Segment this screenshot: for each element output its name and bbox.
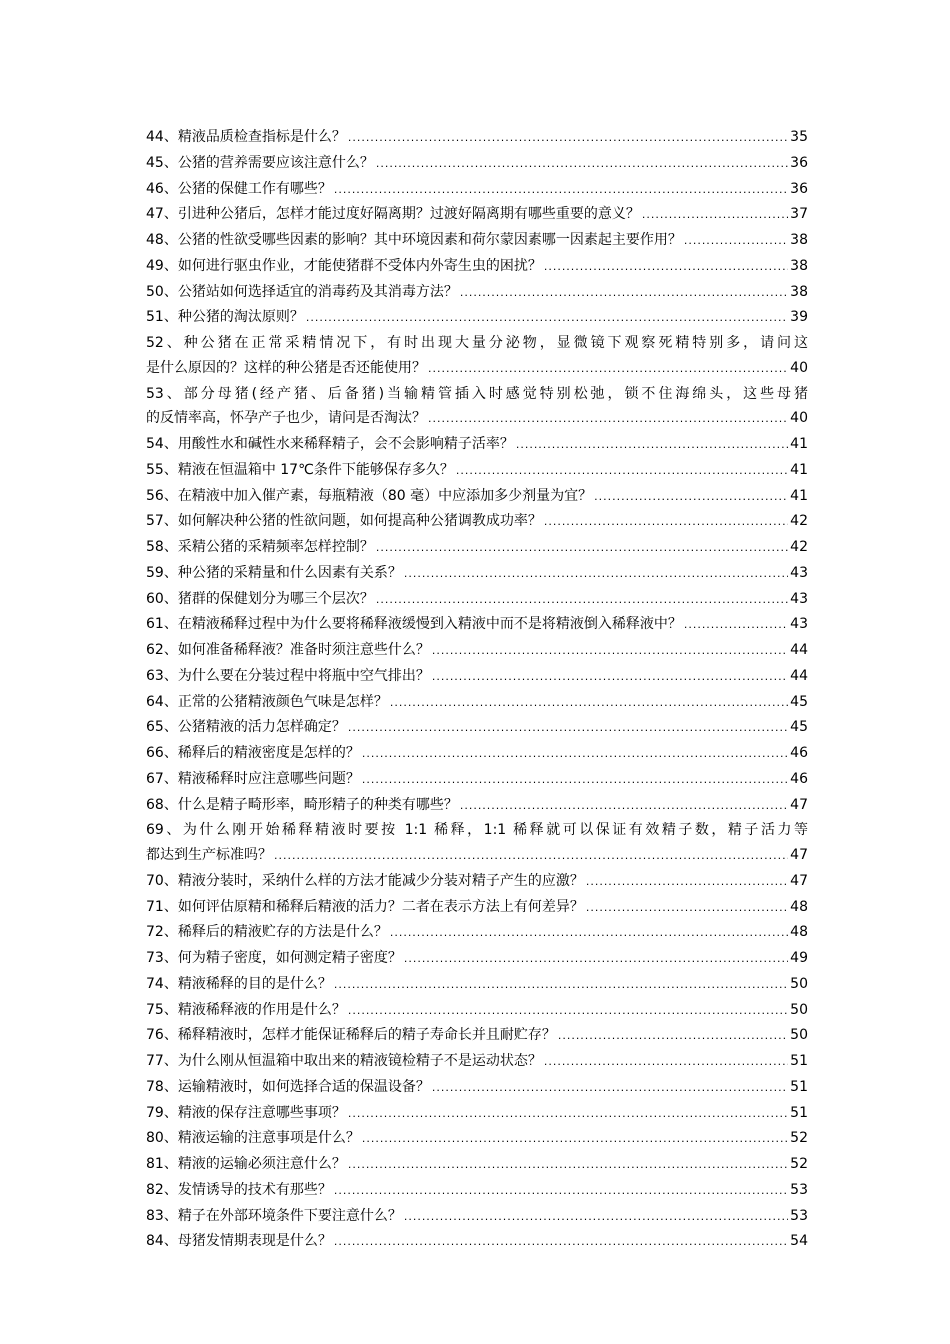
toc-page-number: 54 [790, 1233, 808, 1250]
toc-entry-separator: 、 [163, 975, 178, 992]
toc-page-number: 42 [790, 539, 808, 555]
toc-entry-line [146, 1023, 808, 1049]
dot-leader [376, 152, 788, 177]
toc-entry-separator: 、 [163, 616, 178, 633]
toc-entry-line [146, 946, 808, 972]
toc-entry-title: 引进种公猪后，怎样才能过度好隔离期？过渡好隔离期有哪些重要的意义？ [177, 206, 640, 223]
toc-page-number: 40 [790, 410, 808, 427]
dot-leader [516, 433, 788, 458]
dot-leader [642, 203, 788, 228]
toc-entry-line [146, 843, 808, 869]
toc-entry-separator: 、 [163, 257, 178, 274]
toc-entry-title: 精液的运输必须注意什么？ [177, 1156, 346, 1172]
toc-entry-separator: 、 [163, 1078, 178, 1095]
dot-leader [404, 947, 788, 972]
toc-entry-title: 在精液中加入催产素，每瓶精液（80 毫）中应添加多少剂量为宜？ [177, 487, 593, 504]
toc-page-number: 51 [790, 1078, 808, 1095]
dot-leader [544, 255, 788, 280]
toc-entry-title: 的反情率高，怀孕产子也少，请问是否淘汰？ [146, 410, 426, 427]
toc-entry-number: 49 [146, 257, 164, 274]
toc-entry[interactable] [146, 612, 808, 638]
toc-entry-line [146, 1075, 808, 1101]
toc-entry-separator: 、 [163, 1156, 178, 1172]
toc-entry[interactable] [146, 972, 808, 998]
toc-entry-number: 48 [146, 232, 164, 248]
toc-entry-separator: 、 [163, 129, 178, 145]
toc-entry[interactable] [146, 484, 808, 510]
toc-entry-line [146, 254, 808, 280]
toc-entry[interactable] [146, 1126, 808, 1152]
toc-entry-title: 正常的公猪精液颜色气味是怎样？ [177, 693, 388, 710]
toc-entry[interactable] [146, 1178, 808, 1204]
dot-leader [558, 1024, 788, 1049]
dot-leader [428, 357, 788, 382]
toc-entry-separator: 、 [163, 822, 183, 839]
table-of-contents [146, 125, 808, 1255]
toc-entry-separator: 、 [163, 461, 178, 478]
toc-entry-number: 65 [146, 719, 164, 736]
toc-page-number: 50 [790, 1001, 808, 1018]
toc-entry[interactable] [146, 638, 808, 664]
toc-entry[interactable] [146, 280, 808, 306]
dot-leader [544, 1050, 788, 1075]
toc-entry-number: 57 [146, 513, 164, 530]
toc-entry-title: 什么是精子畸形率，畸形精子的种类有哪些？ [177, 796, 458, 813]
toc-page-number: 51 [790, 1104, 808, 1121]
toc-entry-title: 运输精液时，如何选择合适的保温设备？ [177, 1078, 430, 1095]
toc-entry[interactable] [146, 458, 808, 484]
dot-leader [334, 1230, 788, 1255]
toc-entry-line [146, 561, 808, 587]
toc-entry-number: 71 [146, 898, 164, 915]
toc-entry-line [146, 406, 808, 432]
toc-entry[interactable] [146, 125, 808, 151]
dot-leader [376, 588, 788, 613]
dot-leader [432, 1076, 788, 1101]
toc-entry-title: 都达到生产标准吗？ [146, 847, 272, 863]
toc-entry-separator: 、 [163, 924, 178, 941]
toc-entry-number: 47 [146, 206, 164, 223]
toc-entry[interactable] [146, 535, 808, 561]
toc-entry-separator: 、 [163, 796, 178, 813]
toc-entry-number: 60 [146, 590, 164, 607]
toc-entry-title: 公猪的保健工作有哪些？ [177, 180, 332, 197]
dot-leader [432, 639, 788, 664]
dot-leader [544, 510, 788, 535]
dot-leader [274, 844, 788, 869]
toc-entry-title: 精液品质检查指标是什么？ [177, 129, 346, 145]
toc-entry-separator: 、 [163, 1130, 178, 1147]
toc-entry-number: 64 [146, 693, 164, 710]
toc-entry-number: 76 [146, 1027, 164, 1044]
dot-leader [684, 613, 788, 638]
toc-page-number: 47 [790, 872, 808, 889]
toc-entry-line [146, 767, 808, 793]
toc-entry-number: 84 [146, 1233, 164, 1250]
toc-page-number: 45 [790, 693, 808, 710]
toc-entry-title: 何为精子密度，如何测定精子密度？ [177, 950, 402, 966]
toc-entry[interactable] [146, 202, 808, 228]
toc-entry-line [146, 972, 808, 998]
toc-entry-line [146, 638, 808, 664]
toc-page-number: 48 [790, 898, 808, 915]
toc-entry[interactable] [146, 946, 808, 972]
toc-entry-line [146, 382, 808, 407]
toc-entry-separator: 、 [163, 770, 178, 787]
toc-entry-line [146, 458, 808, 484]
toc-entry-line [146, 305, 808, 331]
dot-leader [390, 921, 788, 946]
toc-entry-line [146, 690, 808, 716]
toc-entry-number: 50 [146, 283, 164, 300]
toc-page-number: 51 [790, 1053, 808, 1069]
toc-entry-number: 44 [146, 129, 164, 145]
toc-entry-number: 63 [146, 667, 164, 684]
toc-page-number: 50 [790, 1027, 808, 1044]
toc-entry-number: 82 [146, 1181, 164, 1198]
dot-leader [348, 126, 788, 151]
toc-entry-title: 在精液稀释过程中为什么要将稀释液缓慢到入精液中而不是将精液倒入稀释液中？ [177, 616, 682, 633]
toc-entry-separator: 、 [163, 206, 178, 223]
toc-entry[interactable] [146, 1204, 808, 1230]
toc-entry-separator: 、 [163, 232, 178, 248]
toc-entry-line [146, 1152, 808, 1178]
toc-page-number: 41 [790, 461, 808, 478]
toc-page-number: 36 [790, 154, 808, 171]
toc-entry-number: 51 [146, 309, 164, 326]
toc-entry-line [146, 1126, 808, 1152]
toc-entry-title: 精液运输的注意事项是什么？ [177, 1130, 360, 1147]
toc-entry[interactable] [146, 1049, 808, 1075]
dot-leader [348, 1102, 788, 1127]
toc-entry-title: 种公猪的采精量和什么因素有关系？ [177, 564, 402, 581]
dot-leader [684, 229, 788, 254]
toc-entry-line [146, 895, 808, 921]
dot-leader [306, 306, 788, 331]
dot-leader [404, 562, 788, 587]
toc-entry-line [146, 484, 808, 510]
toc-entry-number: 61 [146, 616, 164, 633]
toc-entry-title: 如何解决种公猪的性欲问题，如何提高种公猪调教成功率？ [177, 513, 542, 530]
toc-entry-line [146, 1229, 808, 1255]
toc-entry-line [146, 664, 808, 690]
dot-leader [460, 281, 788, 306]
dot-leader [456, 459, 788, 484]
dot-leader [586, 870, 788, 895]
toc-entry-title: 精液分装时，采纳什么样的方法才能减少分装对精子产生的应激？ [177, 872, 584, 889]
toc-entry-line [146, 1178, 808, 1204]
toc-entry-title: 公猪的性欲受哪些因素的影响？其中环境因素和荷尔蒙因素哪一因素起主要作用？ [177, 232, 682, 248]
toc-entry-title: 稀释后的精液贮存的方法是什么？ [177, 924, 388, 941]
toc-entry[interactable] [146, 254, 808, 280]
toc-entry-separator: 、 [163, 1207, 178, 1224]
toc-entry-number: 62 [146, 642, 164, 658]
dot-leader [428, 407, 788, 432]
toc-page-number: 49 [790, 950, 808, 966]
toc-entry-number: 81 [146, 1156, 164, 1172]
toc-entry-separator: 、 [163, 513, 178, 530]
toc-entry-number: 78 [146, 1078, 164, 1095]
toc-entry-line [146, 715, 808, 741]
dot-leader [432, 665, 788, 690]
toc-entry-title: 公猪站如何选择适宜的消毒药及其消毒方法？ [177, 283, 458, 300]
toc-page-number: 43 [790, 564, 808, 581]
toc-entry-number: 83 [146, 1207, 164, 1224]
toc-entry-separator: 、 [163, 1181, 178, 1198]
toc-entry-title: 为什么刚开始稀释精液时要按 1:1 稀释，1:1 稀释就可以保证有效精子数，精子活力等 [182, 822, 808, 839]
toc-page-number: 36 [790, 180, 808, 197]
toc-entry-number: 55 [146, 461, 164, 478]
toc-entry-line [146, 331, 808, 356]
toc-entry-number: 46 [146, 180, 164, 197]
dot-leader [334, 1179, 788, 1204]
toc-page-number: 53 [790, 1181, 808, 1198]
toc-entry-number: 74 [146, 975, 164, 992]
toc-entry-line [146, 151, 808, 177]
toc-entry-separator: 、 [163, 487, 178, 504]
toc-page-number: 35 [790, 129, 808, 145]
toc-entry-number: 45 [146, 154, 164, 171]
toc-entry-line [146, 587, 808, 613]
toc-entry[interactable] [146, 587, 808, 613]
toc-page-number: 44 [790, 642, 808, 658]
toc-entry-separator: 、 [163, 335, 184, 351]
toc-entry-title: 种公猪的淘汰原则？ [177, 309, 304, 326]
toc-entry-title: 如何评估原精和稀释后精液的活力？二者在表示方法上有何差异？ [177, 898, 584, 915]
toc-entry-number: 52 [146, 335, 164, 351]
toc-page-number: 53 [790, 1207, 808, 1224]
toc-entry-line [146, 920, 808, 946]
toc-entry[interactable] [146, 818, 808, 869]
toc-page-number: 46 [790, 745, 808, 761]
toc-entry-title: 如何准备稀释液？准备时须注意些什么？ [177, 642, 430, 658]
toc-page-number: 38 [790, 232, 808, 248]
toc-entry-title: 精液稀释液的作用是什么？ [177, 1001, 346, 1018]
toc-entry-line [146, 612, 808, 638]
toc-entry[interactable] [146, 793, 808, 819]
toc-entry-separator: 、 [163, 1053, 178, 1069]
toc-entry[interactable] [146, 1229, 808, 1255]
toc-entry-line [146, 818, 808, 843]
toc-entry-number: 75 [146, 1001, 164, 1018]
toc-entry[interactable] [146, 920, 808, 946]
dot-leader [362, 1127, 788, 1152]
toc-entry-title: 精子在外部环境条件下要注意什么？ [177, 1207, 402, 1224]
toc-entry-number: 67 [146, 770, 164, 787]
toc-entry-number: 56 [146, 487, 164, 504]
toc-entry-separator: 、 [163, 1001, 178, 1018]
dot-leader [586, 896, 788, 921]
toc-page-number: 46 [790, 770, 808, 787]
toc-entry-title: 精液稀释时应注意哪些问题？ [177, 770, 360, 787]
toc-entry-number: 77 [146, 1053, 164, 1069]
toc-entry-title: 种公猪在正常采精情况下，有时出现大量分泌物，显微镜下观察死精特别多，请问这 [183, 335, 808, 351]
toc-entry-line [146, 741, 808, 767]
toc-entry-title: 公猪的营养需要应该注意什么？ [177, 154, 374, 171]
toc-page-number: 43 [790, 616, 808, 633]
toc-entry-line [146, 280, 808, 306]
toc-entry-title: 发情诱导的技术有那些？ [177, 1181, 332, 1198]
toc-entry-line [146, 177, 808, 203]
toc-page-number: 38 [790, 283, 808, 300]
toc-entry[interactable] [146, 998, 808, 1024]
toc-entry-title: 是什么原因的？这样的种公猪是否还能使用？ [146, 359, 426, 376]
toc-entry[interactable] [146, 509, 808, 535]
toc-entry-title: 部分母猪(经产猪、后备猪)当输精管插入时感觉特别松弛，锁不住海绵头，这些母猪 [183, 385, 808, 402]
toc-entry-separator: 、 [163, 309, 178, 326]
toc-entry-line [146, 509, 808, 535]
toc-entry[interactable] [146, 382, 808, 433]
toc-entry-line [146, 869, 808, 895]
toc-page-number: 41 [790, 436, 808, 452]
toc-entry[interactable] [146, 151, 808, 177]
toc-entry-line [146, 432, 808, 458]
toc-entry-line [146, 1204, 808, 1230]
toc-entry-separator: 、 [163, 1233, 178, 1250]
toc-entry-number: 54 [146, 436, 164, 452]
toc-entry[interactable] [146, 1023, 808, 1049]
toc-entry-separator: 、 [163, 642, 178, 658]
toc-entry[interactable] [146, 177, 808, 203]
dot-leader [362, 742, 788, 767]
toc-entry[interactable] [146, 1152, 808, 1178]
dot-leader [334, 178, 788, 203]
toc-entry-title: 公猪精液的活力怎样确定？ [177, 719, 346, 736]
toc-entry-separator: 、 [163, 590, 178, 607]
dot-leader [348, 716, 788, 741]
toc-entry-line [146, 228, 808, 254]
toc-entry-number: 53 [146, 385, 164, 402]
toc-entry-separator: 、 [163, 283, 178, 300]
toc-page-number: 39 [790, 309, 808, 326]
toc-entry[interactable] [146, 305, 808, 331]
dot-leader [390, 691, 788, 716]
dot-leader [376, 536, 788, 561]
toc-entry[interactable] [146, 228, 808, 254]
toc-entry-separator: 、 [163, 154, 178, 171]
toc-page-number: 52 [790, 1130, 808, 1147]
toc-entry[interactable] [146, 664, 808, 690]
toc-entry[interactable] [146, 767, 808, 793]
toc-entry-line [146, 202, 808, 228]
toc-entry-title: 稀释精液时，怎样才能保证稀释后的精子寿命长并且耐贮存？ [177, 1027, 556, 1044]
toc-entry-title: 用酸性水和碱性水来稀释精子，会不会影响精子活率？ [177, 436, 514, 452]
toc-entry-separator: 、 [163, 693, 178, 710]
toc-entry-separator: 、 [163, 898, 178, 915]
toc-entry-separator: 、 [163, 719, 178, 736]
toc-entry[interactable] [146, 1101, 808, 1127]
toc-entry[interactable] [146, 869, 808, 895]
toc-entry-number: 79 [146, 1104, 164, 1121]
toc-entry-line [146, 793, 808, 819]
toc-entry-number: 72 [146, 924, 164, 941]
toc-entry-title: 猪群的保健划分为哪三个层次？ [177, 590, 374, 607]
toc-page-number: 47 [790, 796, 808, 813]
toc-entry-separator: 、 [163, 180, 178, 197]
toc-entry[interactable] [146, 561, 808, 587]
toc-entry-separator: 、 [163, 872, 178, 889]
toc-entry-separator: 、 [163, 539, 178, 555]
toc-entry-separator: 、 [163, 385, 184, 402]
toc-page-number: 44 [790, 667, 808, 684]
toc-page-number: 47 [790, 847, 808, 863]
toc-entry-number: 69 [146, 822, 164, 839]
toc-entry[interactable] [146, 741, 808, 767]
toc-page-number: 42 [790, 513, 808, 530]
dot-leader [460, 794, 788, 819]
dot-leader [594, 485, 788, 510]
toc-entry-number: 73 [146, 950, 164, 966]
toc-entry-line [146, 356, 808, 382]
toc-entry-title: 母猪发情期表现是什么？ [177, 1233, 332, 1250]
toc-entry-title: 稀释后的精液密度是怎样的？ [177, 745, 360, 761]
toc-entry-title: 精液在恒温箱中 17℃条件下能够保存多久？ [177, 461, 454, 478]
toc-entry-number: 66 [146, 745, 164, 761]
toc-entry-separator: 、 [163, 436, 178, 452]
dot-leader [348, 1153, 788, 1178]
toc-entry[interactable] [146, 1075, 808, 1101]
toc-page-number: 48 [790, 924, 808, 941]
toc-page-number: 43 [790, 590, 808, 607]
toc-entry-title: 为什么要在分装过程中将瓶中空气排出？ [177, 667, 430, 684]
toc-entry[interactable] [146, 895, 808, 921]
toc-entry[interactable] [146, 331, 808, 382]
toc-entry-title: 精液稀释的目的是什么？ [177, 975, 332, 992]
toc-page-number: 45 [790, 719, 808, 736]
dot-leader [348, 999, 788, 1024]
toc-entry-separator: 、 [163, 950, 178, 966]
toc-entry-line [146, 1049, 808, 1075]
toc-entry-separator: 、 [163, 745, 178, 761]
toc-entry-title: 采精公猪的采精频率怎样控制？ [177, 539, 374, 555]
toc-entry[interactable] [146, 432, 808, 458]
toc-entry-title: 如何进行驱虫作业，才能使猪群不受体内外寄生虫的困扰？ [177, 257, 542, 274]
toc-page-number: 50 [790, 975, 808, 992]
toc-entry-separator: 、 [163, 1027, 178, 1044]
toc-entry[interactable] [146, 690, 808, 716]
toc-entry-separator: 、 [163, 1104, 178, 1121]
toc-page-number: 52 [790, 1156, 808, 1172]
toc-entry-line [146, 998, 808, 1024]
toc-entry[interactable] [146, 715, 808, 741]
toc-page-number: 41 [790, 487, 808, 504]
toc-entry-line [146, 1101, 808, 1127]
toc-entry-line [146, 535, 808, 561]
toc-page-number: 37 [790, 206, 808, 223]
toc-entry-title: 精液的保存注意哪些事项？ [177, 1104, 346, 1121]
toc-entry-separator: 、 [163, 564, 178, 581]
toc-entry-line [146, 125, 808, 151]
toc-entry-number: 68 [146, 796, 164, 813]
toc-entry-title: 为什么刚从恒温箱中取出来的精液镜检精子不是运动状态？ [177, 1053, 542, 1069]
toc-entry-number: 80 [146, 1130, 164, 1147]
dot-leader [404, 1205, 788, 1230]
dot-leader [334, 973, 788, 998]
toc-entry-separator: 、 [163, 667, 178, 684]
dot-leader [362, 768, 788, 793]
toc-entry-number: 58 [146, 539, 164, 555]
toc-page-number: 40 [790, 359, 808, 376]
toc-entry-number: 70 [146, 872, 164, 889]
toc-page-number: 38 [790, 257, 808, 274]
toc-entry-number: 59 [146, 564, 164, 581]
